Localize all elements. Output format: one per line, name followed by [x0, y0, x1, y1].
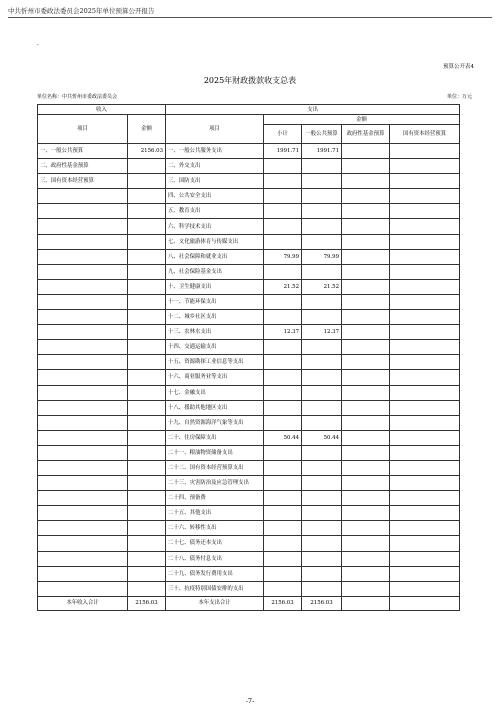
expense-state-capital [390, 566, 460, 581]
table-row [38, 264, 460, 279]
subtotal-header: 小计 [264, 125, 302, 144]
table-row [38, 310, 460, 325]
expense-item-name: 一、一般公共服务支出 [166, 144, 264, 159]
expense-gov-fund [342, 536, 390, 551]
expense-item-name: 二十六、转移性支出 [166, 521, 264, 536]
expense-state-capital [390, 400, 460, 415]
expense-subtotal: 1991.71 [264, 144, 302, 159]
expense-item-name: 十四、交通运输支出 [166, 340, 264, 355]
income-item-amount [128, 174, 166, 189]
expense-general-budget [302, 491, 342, 506]
table-row [38, 430, 460, 445]
expense-subtotal [264, 400, 302, 415]
table-row [38, 415, 460, 430]
expense-subtotal [264, 506, 302, 521]
expense-item-name: 六、科学技术支出 [166, 219, 264, 234]
expense-subtotal [264, 581, 302, 596]
expense-state-capital [390, 249, 460, 264]
income-item-name [38, 294, 128, 309]
expense-item-name: 十八、援助其他地区支出 [166, 400, 264, 415]
expense-state-capital [390, 445, 460, 460]
income-item-amount [128, 204, 166, 219]
expense-subtotal: 21.52 [264, 279, 302, 294]
expense-subtotal [264, 355, 302, 370]
expense-subtotal: 50.44 [264, 430, 302, 445]
expense-gov-fund [342, 279, 390, 294]
expense-item-name: 二十四、预备费 [166, 491, 264, 506]
expense-total-general: 2156.03 [302, 596, 342, 610]
expense-state-capital [390, 355, 460, 370]
income-item-amount [128, 536, 166, 551]
expense-item-name: 四、公共安全支出 [166, 189, 264, 204]
expense-item-name: 五、教育支出 [166, 204, 264, 219]
expense-state-capital [390, 310, 460, 325]
income-item-name [38, 430, 128, 445]
expense-gov-fund [342, 566, 390, 581]
expense-general-budget [302, 506, 342, 521]
expense-gov-fund [342, 370, 390, 385]
expense-total-state-capital [390, 596, 460, 610]
expense-gov-fund [342, 355, 390, 370]
expense-gov-fund [342, 476, 390, 491]
table-title: 2025年财政拨款收支总表 [203, 76, 297, 85]
expense-item-name: 二十九、债务发行费用支出 [166, 566, 264, 581]
table-row [38, 460, 460, 475]
expense-item-name: 二十八、债务付息支出 [166, 551, 264, 566]
table-row [38, 445, 460, 460]
income-header: 收入 [38, 105, 166, 115]
income-item-name [38, 476, 128, 491]
income-item-amount [128, 460, 166, 475]
income-item-amount [128, 249, 166, 264]
expense-state-capital [390, 204, 460, 219]
income-item-amount [128, 551, 166, 566]
expense-general-budget [302, 400, 342, 415]
income-item-amount [128, 355, 166, 370]
expense-state-capital [390, 340, 460, 355]
expense-general-budget [302, 189, 342, 204]
table-number: 预算公开表4 [443, 64, 474, 70]
expense-item-name: 三、国防支出 [166, 174, 264, 189]
income-item-amount [128, 581, 166, 596]
expense-gov-fund [342, 521, 390, 536]
expense-total-gov-fund [342, 596, 390, 610]
table-row [38, 189, 460, 204]
expense-state-capital [390, 536, 460, 551]
expense-state-capital [390, 294, 460, 309]
income-item-amount [128, 430, 166, 445]
expense-gov-fund [342, 174, 390, 189]
expense-subtotal [264, 551, 302, 566]
table-row [38, 491, 460, 506]
expense-subtotal [264, 174, 302, 189]
expense-item-name: 十二、城乡社区支出 [166, 310, 264, 325]
income-item-amount [128, 415, 166, 430]
expense-item-name: 八、社会保障和就业支出 [166, 249, 264, 264]
unit-label: 单位：万元 [446, 94, 472, 100]
expense-item-name: 十六、商业服务业等支出 [166, 370, 264, 385]
expense-state-capital [390, 581, 460, 596]
income-item-amount [128, 189, 166, 204]
table-row [38, 536, 460, 551]
income-item-name [38, 506, 128, 521]
expense-amount-header: 金额 [264, 115, 460, 125]
expense-subtotal [264, 415, 302, 430]
expense-subtotal [264, 310, 302, 325]
table-row [38, 566, 460, 581]
expense-subtotal: 79.99 [264, 249, 302, 264]
expense-state-capital [390, 144, 460, 159]
expense-subtotal [264, 491, 302, 506]
totals-row [38, 596, 460, 610]
income-item-name [38, 536, 128, 551]
income-item-name [38, 551, 128, 566]
expense-gov-fund [342, 294, 390, 309]
expense-subtotal [264, 204, 302, 219]
income-item-amount [128, 445, 166, 460]
dot-mark: · [37, 42, 39, 49]
table-row [38, 325, 460, 340]
expense-item-name: 二、外交支出 [166, 159, 264, 174]
expense-general-budget [302, 159, 342, 174]
table-row [38, 476, 460, 491]
expense-state-capital [390, 234, 460, 249]
expense-gov-fund [342, 264, 390, 279]
income-item-name [38, 264, 128, 279]
expense-general-budget [302, 566, 342, 581]
expense-item-name: 二十三、灾害防治及应急管理支出 [166, 476, 264, 491]
expense-gov-fund [342, 430, 390, 445]
expense-gov-fund [342, 445, 390, 460]
expense-general-budget [302, 174, 342, 189]
expense-subtotal [264, 370, 302, 385]
expense-item-name: 二十、住房保障支出 [166, 430, 264, 445]
expense-general-budget [302, 370, 342, 385]
expense-general-budget [302, 219, 342, 234]
expense-general-budget [302, 521, 342, 536]
expense-gov-fund [342, 310, 390, 325]
expense-general-budget [302, 385, 342, 400]
expense-gov-fund [342, 189, 390, 204]
income-item-amount [128, 234, 166, 249]
page-number: -7- [245, 697, 255, 705]
expense-general-budget [302, 415, 342, 430]
income-item-name [38, 445, 128, 460]
expense-state-capital [390, 430, 460, 445]
income-item-name [38, 340, 128, 355]
table-row [38, 204, 460, 219]
expense-subtotal [264, 445, 302, 460]
expense-gov-fund [342, 325, 390, 340]
expense-subtotal [264, 385, 302, 400]
income-item-name [38, 385, 128, 400]
table-row [38, 234, 460, 249]
expense-state-capital [390, 159, 460, 174]
income-item-name [38, 581, 128, 596]
expense-state-capital [390, 189, 460, 204]
expense-general-budget [302, 294, 342, 309]
expense-general-budget: 12.37 [302, 325, 342, 340]
expense-gov-fund [342, 249, 390, 264]
income-item-amount [128, 506, 166, 521]
expense-gov-fund [342, 385, 390, 400]
table-row [38, 279, 460, 294]
expense-item-name: 十三、农林水支出 [166, 325, 264, 340]
income-item-amount [128, 159, 166, 174]
expense-general-budget [302, 476, 342, 491]
income-item-amount [128, 325, 166, 340]
table-row [38, 294, 460, 309]
income-item-amount [128, 566, 166, 581]
expense-general-budget: 50.44 [302, 430, 342, 445]
income-item-name [38, 234, 128, 249]
income-item-name [38, 310, 128, 325]
expense-gov-fund [342, 491, 390, 506]
header-rule [8, 17, 492, 18]
expense-gov-fund [342, 506, 390, 521]
expense-item-name: 二十二、国有资本经营预算支出 [166, 460, 264, 475]
income-item-name [38, 415, 128, 430]
expense-state-capital [390, 279, 460, 294]
expense-gov-fund [342, 219, 390, 234]
table-row [38, 249, 460, 264]
income-item-name [38, 491, 128, 506]
income-item-name [38, 249, 128, 264]
table-row [38, 370, 460, 385]
expense-state-capital [390, 325, 460, 340]
income-item-name [38, 204, 128, 219]
expense-general-budget [302, 340, 342, 355]
expense-gov-fund [342, 460, 390, 475]
income-item-header: 项目 [38, 115, 128, 144]
expense-state-capital [390, 370, 460, 385]
expense-state-capital [390, 551, 460, 566]
gov-fund-header: 政府性基金预算 [342, 125, 390, 144]
general-budget-header: 一般公共预算 [302, 125, 342, 144]
income-item-amount [128, 264, 166, 279]
income-item-name: 一、一般公共预算 [38, 144, 128, 159]
expense-item-name: 十九、自然资源海洋气象等支出 [166, 415, 264, 430]
expense-general-budget [302, 460, 342, 475]
expense-state-capital [390, 415, 460, 430]
expense-general-budget [302, 581, 342, 596]
expense-gov-fund [342, 400, 390, 415]
expense-item-name: 七、文化旅游体育与传媒支出 [166, 234, 264, 249]
income-item-name [38, 460, 128, 475]
expense-subtotal [264, 460, 302, 475]
income-item-amount [128, 219, 166, 234]
income-item-amount [128, 279, 166, 294]
expense-state-capital [390, 491, 460, 506]
table-row [38, 385, 460, 400]
expense-gov-fund [342, 159, 390, 174]
table-row [38, 581, 460, 596]
expense-state-capital [390, 506, 460, 521]
table-row [38, 521, 460, 536]
expense-gov-fund [342, 581, 390, 596]
expense-gov-fund [342, 551, 390, 566]
expense-item-name: 十、卫生健康支出 [166, 279, 264, 294]
income-item-name [38, 355, 128, 370]
expense-state-capital [390, 174, 460, 189]
expense-subtotal [264, 294, 302, 309]
expense-general-budget [302, 355, 342, 370]
unit-name: 单位名称：中共忻州市委政法委员会 [37, 94, 118, 100]
expense-state-capital [390, 460, 460, 475]
expense-subtotal [264, 159, 302, 174]
expense-state-capital [390, 264, 460, 279]
table-row [38, 506, 460, 521]
income-total-label: 本年收入合计 [38, 596, 128, 610]
expense-state-capital [390, 385, 460, 400]
expense-item-header: 项目 [166, 115, 264, 144]
income-item-amount [128, 385, 166, 400]
table-row [38, 340, 460, 355]
expense-state-capital [390, 521, 460, 536]
page-header: 中共忻州市委政法委员会2025年单位预算公开报告 [8, 7, 155, 15]
income-item-name [38, 189, 128, 204]
expense-item-name: 十五、资源勘探工业信息等支出 [166, 355, 264, 370]
expense-item-name: 二十一、粮油物资储备支出 [166, 445, 264, 460]
income-item-name [38, 400, 128, 415]
expense-gov-fund [342, 340, 390, 355]
expense-general-budget: 1991.71 [302, 144, 342, 159]
expense-item-name: 二十七、债务还本支出 [166, 536, 264, 551]
table-row [38, 551, 460, 566]
income-item-amount [128, 294, 166, 309]
income-amount-header: 金额 [128, 115, 166, 144]
income-item-name [38, 279, 128, 294]
expense-gov-fund [342, 204, 390, 219]
expense-general-budget [302, 445, 342, 460]
expense-general-budget [302, 310, 342, 325]
income-item-name: 二、政府性基金预算 [38, 159, 128, 174]
expense-gov-fund [342, 415, 390, 430]
expense-general-budget [302, 264, 342, 279]
table-row [38, 355, 460, 370]
income-item-name [38, 219, 128, 234]
expense-general-budget [302, 536, 342, 551]
income-item-amount [128, 310, 166, 325]
expense-subtotal [264, 521, 302, 536]
expense-item-name: 九、社会保险基金支出 [166, 264, 264, 279]
income-total-amount: 2156.03 [128, 596, 166, 610]
expense-subtotal [264, 476, 302, 491]
expense-subtotal [264, 566, 302, 581]
income-item-amount [128, 521, 166, 536]
income-item-amount [128, 370, 166, 385]
budget-table [37, 104, 460, 611]
expense-item-name: 十七、金融支出 [166, 385, 264, 400]
expense-item-name: 十一、节能环保支出 [166, 294, 264, 309]
expense-subtotal [264, 219, 302, 234]
expense-general-budget [302, 204, 342, 219]
expense-gov-fund [342, 144, 390, 159]
expense-header: 支出 [166, 105, 460, 115]
expense-state-capital [390, 476, 460, 491]
expense-subtotal [264, 264, 302, 279]
income-item-name: 三、国有资本经营预算 [38, 174, 128, 189]
expense-subtotal [264, 340, 302, 355]
expense-item-name: 三十、抗疫特别国债安排的支出 [166, 581, 264, 596]
income-item-amount [128, 476, 166, 491]
expense-general-budget [302, 234, 342, 249]
expense-subtotal [264, 189, 302, 204]
expense-subtotal [264, 234, 302, 249]
expense-item-name: 二十五、其他支出 [166, 506, 264, 521]
table-row [38, 174, 460, 189]
expense-subtotal: 12.37 [264, 325, 302, 340]
income-item-name [38, 566, 128, 581]
income-item-amount: 2156.03 [128, 144, 166, 159]
expense-general-budget: 21.52 [302, 279, 342, 294]
table-row [38, 144, 460, 159]
expense-total-subtotal: 2156.03 [264, 596, 302, 610]
income-item-amount [128, 400, 166, 415]
expense-subtotal [264, 536, 302, 551]
income-item-amount [128, 340, 166, 355]
income-item-name [38, 370, 128, 385]
table-row [38, 159, 460, 174]
expense-general-budget: 79.99 [302, 249, 342, 264]
table-row [38, 219, 460, 234]
income-item-name [38, 325, 128, 340]
expense-state-capital [390, 219, 460, 234]
table-row [38, 400, 460, 415]
expense-general-budget [302, 551, 342, 566]
income-item-amount [128, 491, 166, 506]
expense-gov-fund [342, 234, 390, 249]
state-capital-header: 国有资本经营预算 [390, 125, 460, 144]
income-item-name [38, 521, 128, 536]
expense-total-label: 本年支出合计 [166, 596, 264, 610]
